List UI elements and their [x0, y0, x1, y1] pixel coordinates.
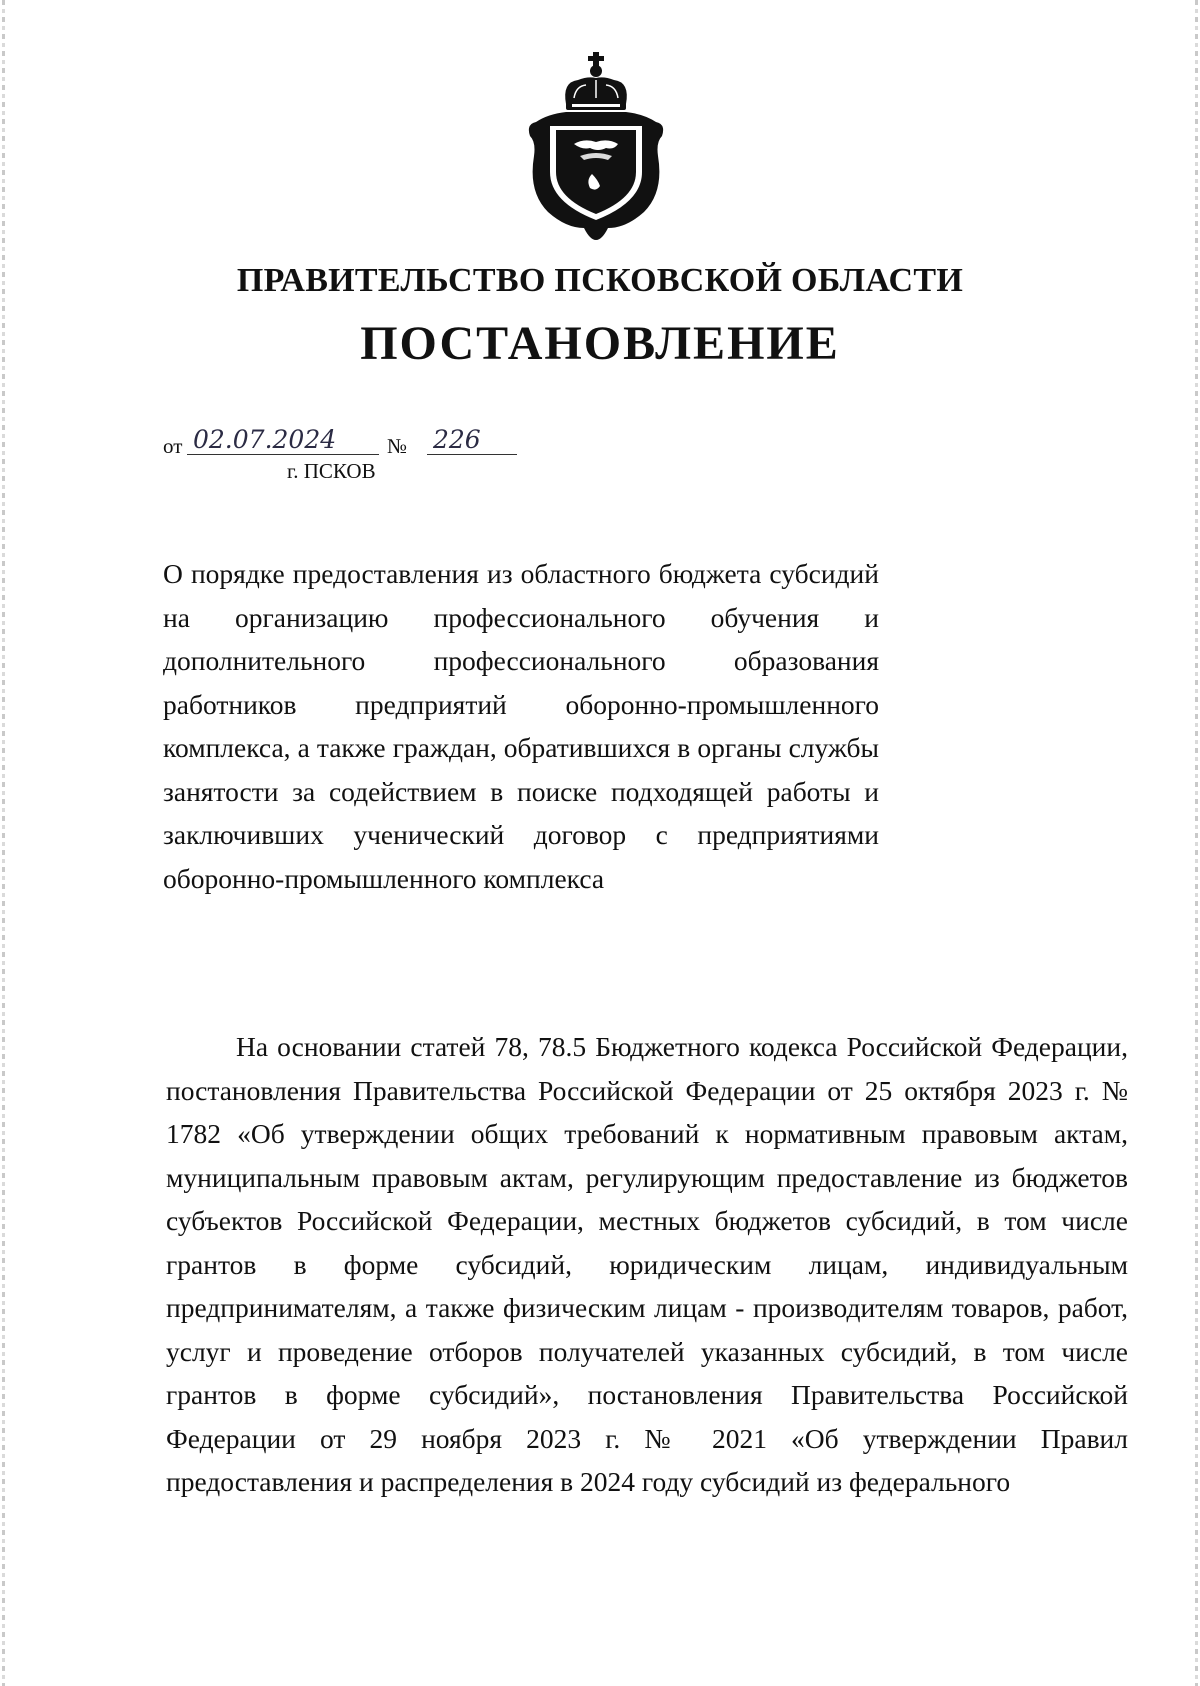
organization-title: ПРАВИТЕЛЬСТВО ПСКОВСКОЙ ОБЛАСТИ	[236, 262, 964, 299]
city-label: г. ПСКОВ	[287, 459, 376, 483]
number-prefix: №	[387, 434, 408, 458]
scan-edge-right	[1195, 0, 1198, 1686]
document-type-heading: ПОСТАНОВЛЕНИЕ	[360, 317, 840, 370]
body-paragraph: На основании статей 78, 78.5 Бюджетного кодекса Российской Федерации, постановления Правительства Российской Федерации от 25 октября 2023 г. № 1782 «Об утверждении общих требований к нормативным правовым актам, муниципальным правовым актам, регулирующим предоставление из бюджетов субъектов Российской Федерации, местных бюджетов субсидий, в том числе грантов в форме субсидий, юридическим лицам, индивидуальным предпринимателям, а также физическим лицам - производителям товаров, работ, услуг и проведение отборов получателей указанных субсидий, в том числе грантов в форме субсидий», постановления Правительства Российской Федерации от 29 ноября 2023 г. № 2021 «Об утверждении Правил предоставления и распределения в 2024 году субсидий из федерального	[166, 1031, 1128, 1497]
date-prefix: от	[163, 434, 183, 458]
handwritten-date: 02.07.2024	[187, 426, 379, 455]
coat-of-arms-icon	[526, 52, 666, 242]
scan-edge-left	[2, 0, 5, 1686]
document-subject: О порядке предоставления из областного бюджета субсидий на организацию профессионального обучения и дополнительного профессионального образования работников предприятий оборонно-промышленного комплекса, а также граждан, обратившихся в органы службы занятости за содействием в поиске подходящей работы и заключивших ученический договор с предприятиями оборонно-промышленного комплекса	[163, 558, 879, 894]
handwritten-number: 226	[427, 426, 517, 455]
